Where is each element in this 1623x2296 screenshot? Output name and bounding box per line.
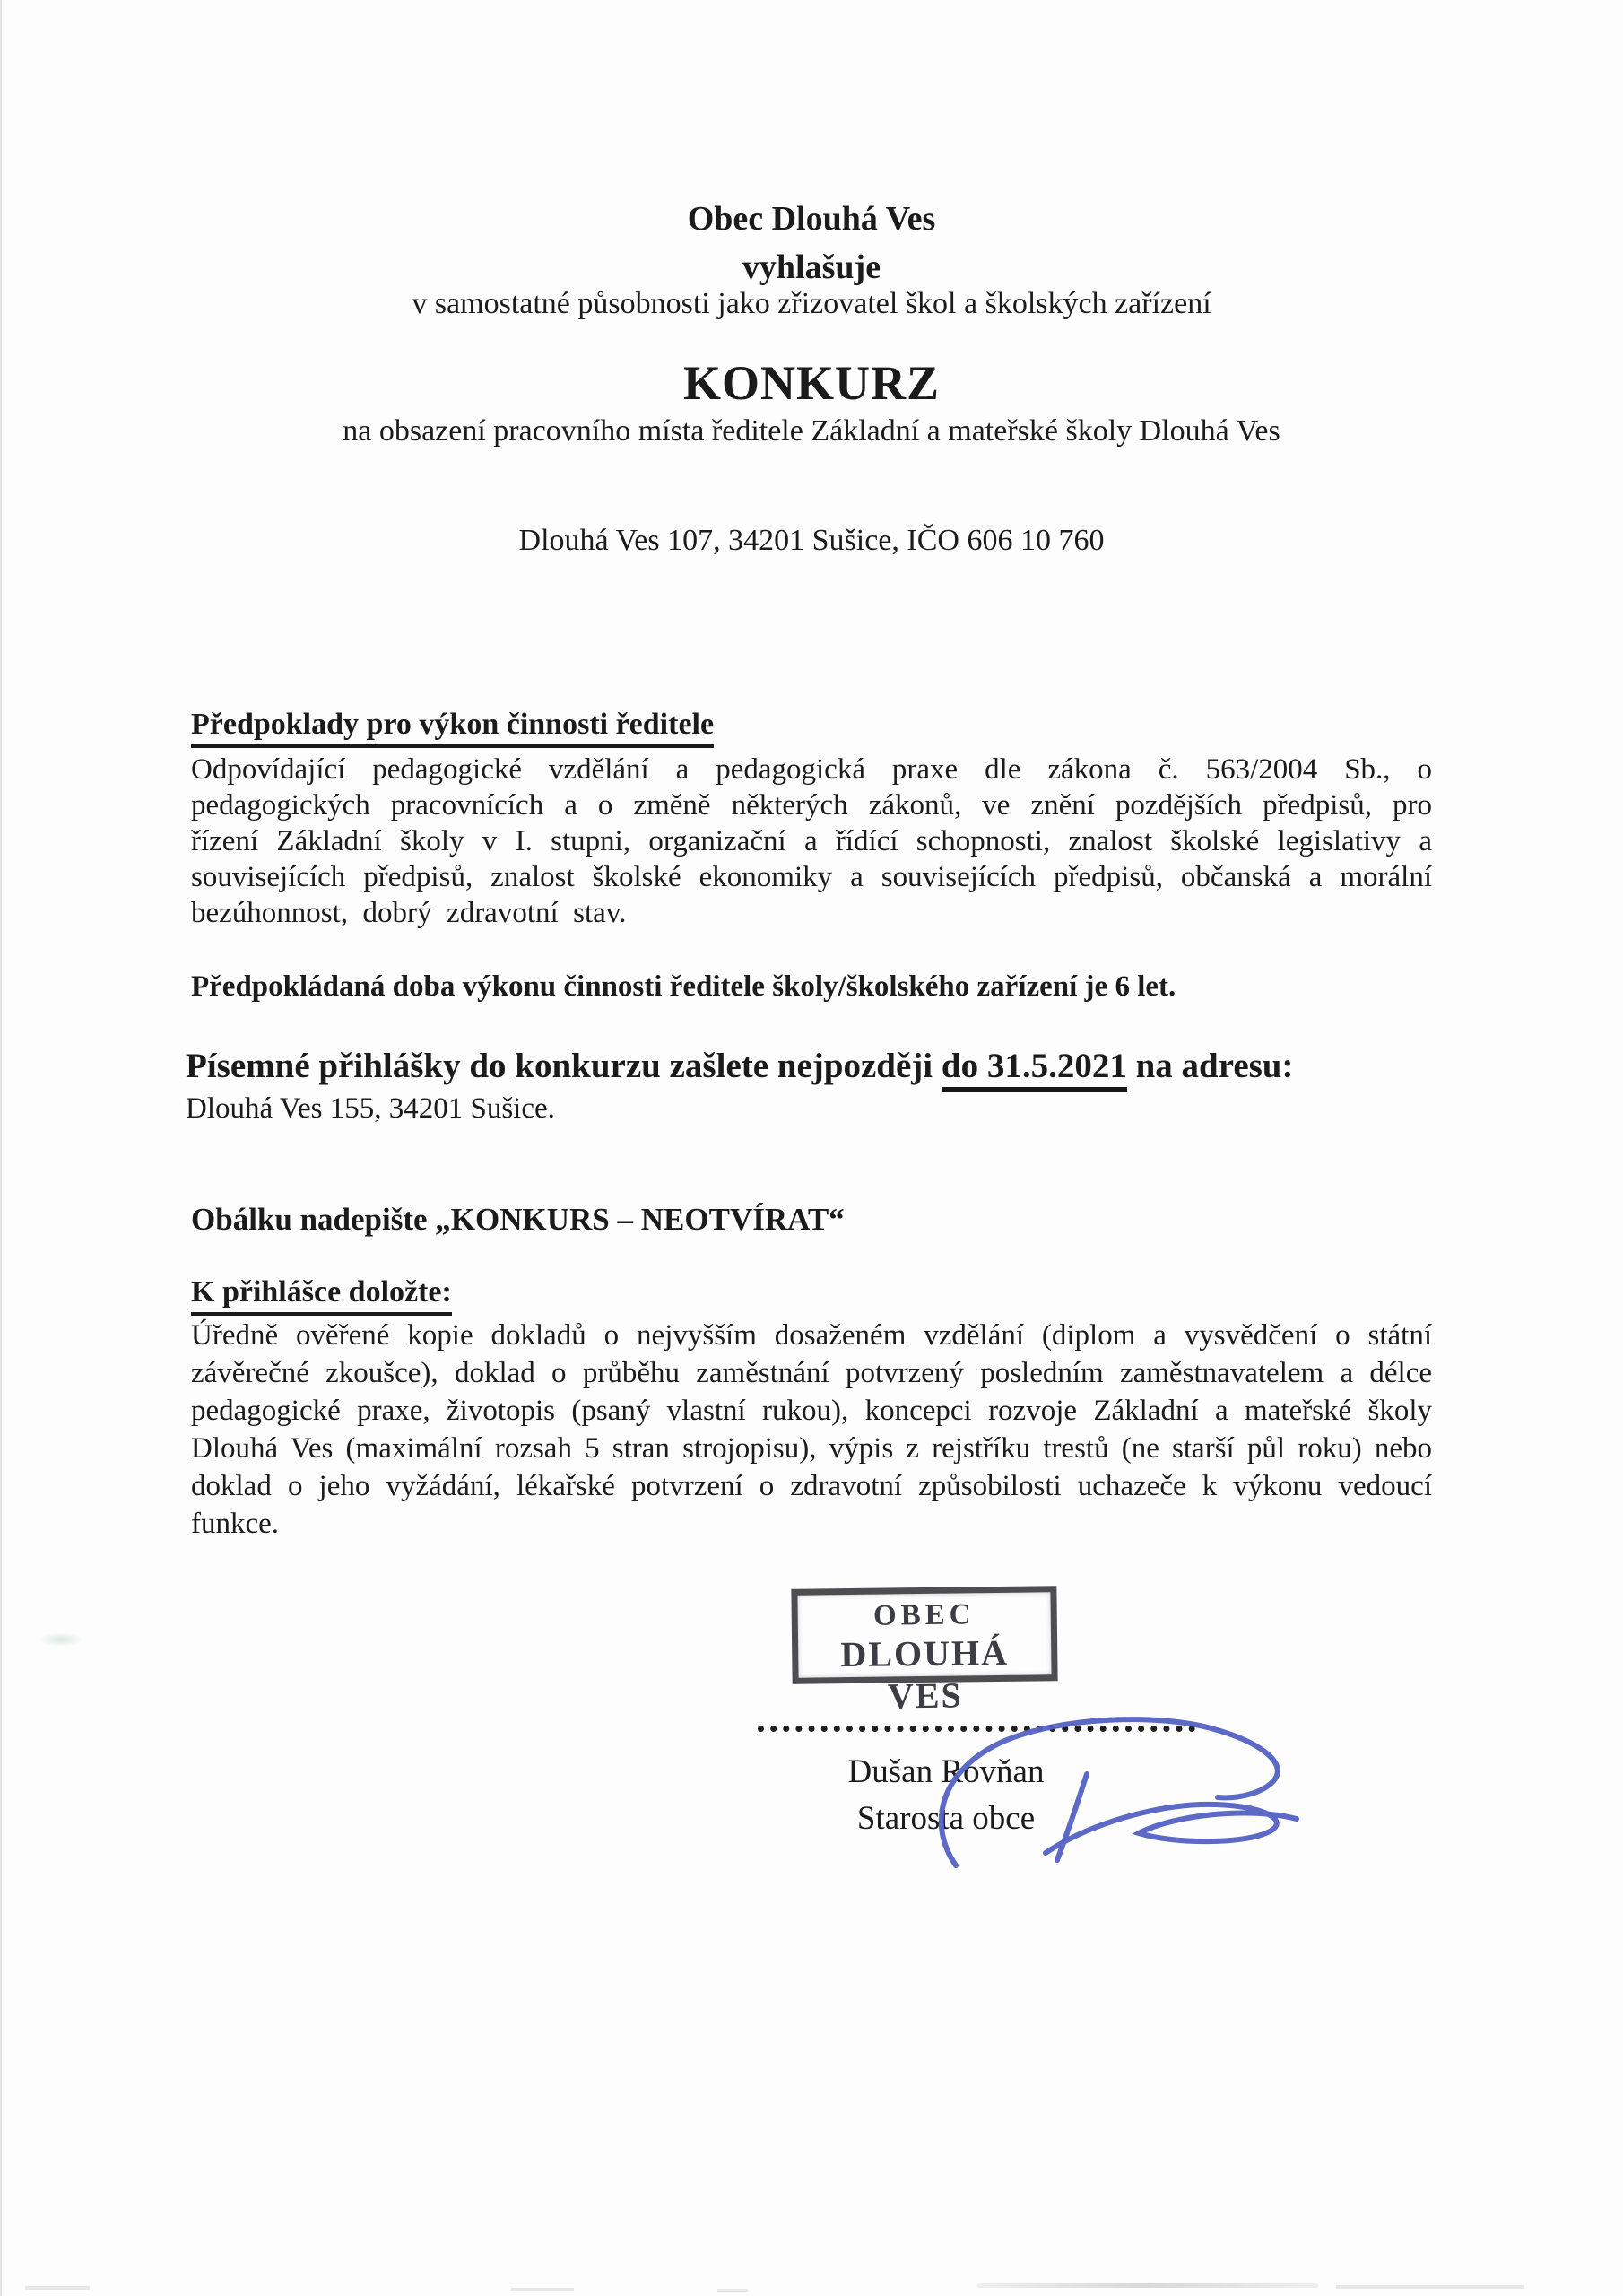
municipal-stamp [791,1586,1057,1717]
paragraph-prerequisites: Odpovídající pedagogické vzdělání a pedagogická praxe dle zákona č. 563/2004 Sb., o pedagogických pracovnících a o změně některých zákonů, ve znění pozdějších předpisů, pro řízení Základní školy v I. stupni, organizační a řídící schopnosti, znalost školské legislativy a souvisejících předpisů, znalost školské ekonomiky a souvisejících předpisů, občanská a morální bezúhonnost, dobrý zdravotní stav. [191,753,1432,929]
scan-artifact-speck [511,2288,574,2291]
deadline-statement [186,1046,1531,1086]
org-address-line: Dlouhá Ves 107, 34201 Sušice, IČO 606 10 760 [518,524,1105,557]
signatory-role: Starosta obce [856,1800,1036,1837]
scan-artifact-smudge [38,1632,84,1647]
deadline-tail-text: na adresu: [1126,1047,1294,1085]
handwritten-signature-ink [897,1717,1309,1878]
header-issuer: Obec Dlouhá Ves [687,200,936,238]
deadline-date-underlined: do 31.5.2021 [942,1047,1127,1092]
scan-artifact-speck [717,2289,748,2292]
paragraph-attachments: Úředně ověřené kopie dokladů o nejvyšším dosaženém vzdělání (diplom a vysvědčení o státní závěrečné zkoušce), doklad o průběhu zaměstnání potvrzený posledním zaměstnavatelem a délce pedagogické praxe, životopis (psaný vlastní rukou), koncepci rozvoje Základní a mateřské školy Dlouhá Ves (maximální rozsah 5 stran strojopisu), výpis z rejstříku trestů (ne starší půl roku) nebo doklad o jeho vyžádání, lékařské potvrzení o zdravotní způsobilosti uchazeče k výkonu vedoucí funkce. [191,1319,1432,1540]
scan-artifact-left-edge [0,0,2,2296]
envelope-instruction: Obálku nadepište „KONKURS – NEOTVÍRAT“ [191,1202,845,1237]
section-heading-attachments-text: K přihlášce doložte: [191,1275,452,1316]
scan-artifact-speck [977,2283,1318,2288]
application-address: Dlouhá Ves 155, 34201 Sušice. [186,1092,555,1125]
header-announces: vyhlašuje [742,248,881,286]
section-heading-attachments [191,1275,1432,1316]
term-statement: Předpokládaná doba výkonu činnosti ředitele školy/školského zařízení je 6 let. [191,970,1176,1003]
section-heading-prerequisites [191,708,1432,748]
scan-artifact-speck [25,2286,90,2290]
header-authority-line: v samostatné působnosti jako zřizovatel škol a školských zařízení [412,287,1211,320]
section-heading-prerequisites-text: Předpoklady pro výkon činnosti ředitele [191,708,714,748]
scan-artifact-speck [1336,2285,1524,2289]
deadline-lead-text: Písemné přihlášky do konkurzu zašlete nejpozději [186,1047,942,1085]
stamp-line-2: DLOUHÁ VES [840,1631,1010,1717]
signatory-name: Dušan Rovňan [847,1753,1045,1790]
document-title: KONKURZ [682,356,941,410]
stamp-line-1: OBEC [872,1598,976,1632]
document-subtitle: na obsazení pracovního místa ředitele Základní a mateřské školy Dlouhá Ves [343,414,1280,448]
